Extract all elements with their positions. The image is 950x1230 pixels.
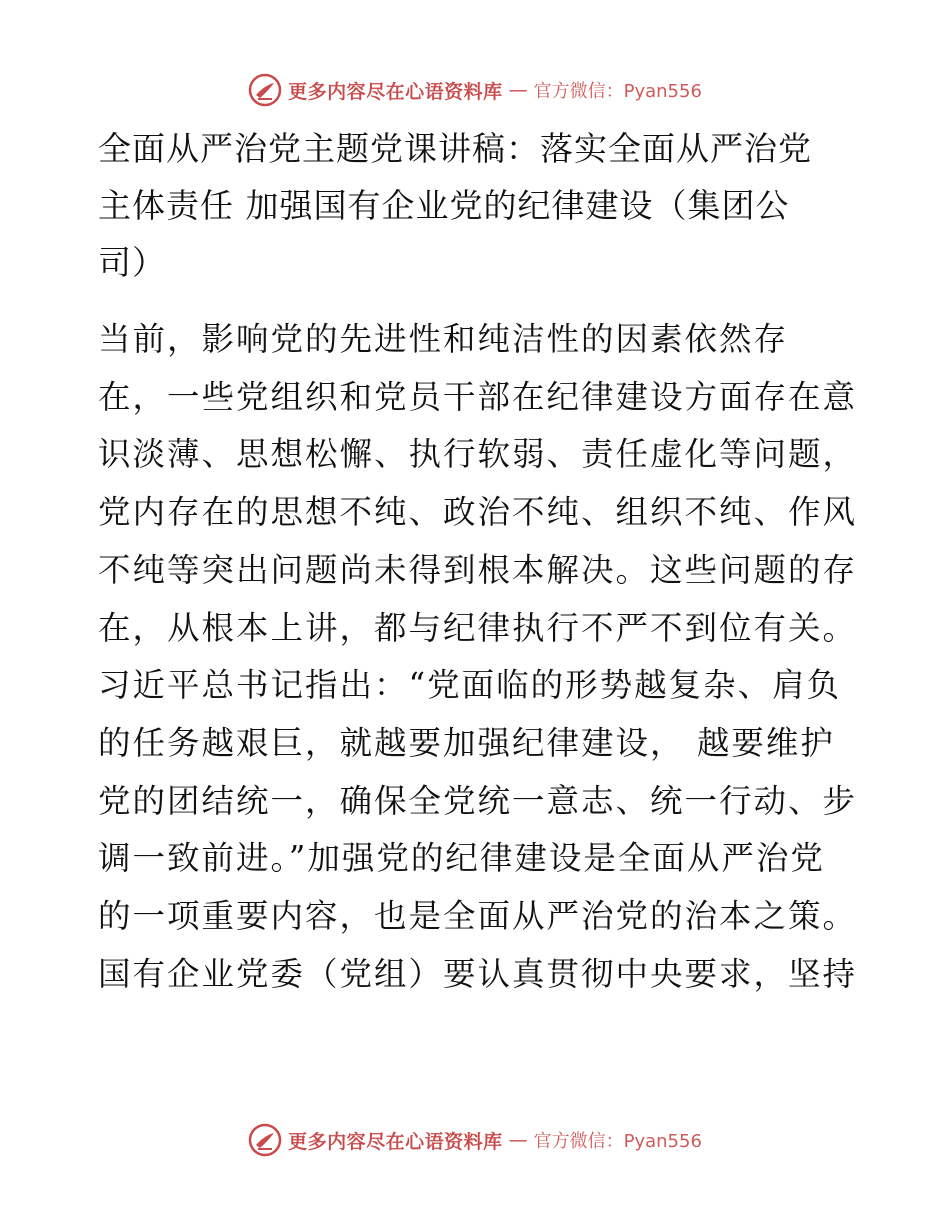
header-banner-label: 官方微信：Pyan556 [533,81,702,102]
footer-banner-separator: — [508,1129,528,1151]
body-line: 国有企业党委（党组）要认真贯彻中央要求，坚持 [98,954,858,993]
header-banner [0,70,950,110]
document-body [98,311,858,1003]
title-line: 主体责任 加强国有企业党的纪律建设（集团公 [98,186,790,225]
body-line: 党的团结统一，确保全党统一意志、统一行动、步 [98,781,858,820]
footer-banner-label: 官方微信：Pyan556 [533,1131,702,1152]
body-line: 在，一些党组织和党员干部在纪律建设方面存在意 [98,377,858,416]
book-quill-logo-icon [248,1123,282,1157]
title-line: 司） [98,243,166,282]
body-line: 当前，影响党的先进性和纯洁性的因素依然存 [98,320,789,358]
body-line: 识淡薄、思想松懈、执行软弱、责任虚化等问题， [98,435,858,474]
footer-banner-text: 更多内容尽在心语资料库 [288,1130,503,1153]
body-line: 的一项重要内容，也是全面从严治党的治本之策。 [98,897,858,936]
title-line: 全面从严治党主题党课讲稿：落实全面从严治党 [98,129,812,168]
body-line: 的任务越艰巨，就越要加强纪律建设， 越要维护 [98,723,835,762]
body-line: 在，从根本上讲，都与纪律执行不严不到位有关。 [98,608,858,647]
body-line: 不纯等突出问题尚未得到根本解决。这些问题的存 [98,550,858,589]
footer-banner [0,1120,950,1160]
body-line: 党内存在的思想不纯、政治不纯、组织不纯、作风 [98,493,858,532]
book-quill-logo-icon [248,73,282,107]
header-banner-text: 更多内容尽在心语资料库 [288,80,503,103]
document-title [98,120,858,291]
header-banner-separator: — [508,79,528,101]
body-line: 调一致前进。”加强党的纪律建设是全面从严治党 [98,839,825,878]
body-line: 习近平总书记指出：“党面临的形势越复杂、肩负 [98,666,842,705]
